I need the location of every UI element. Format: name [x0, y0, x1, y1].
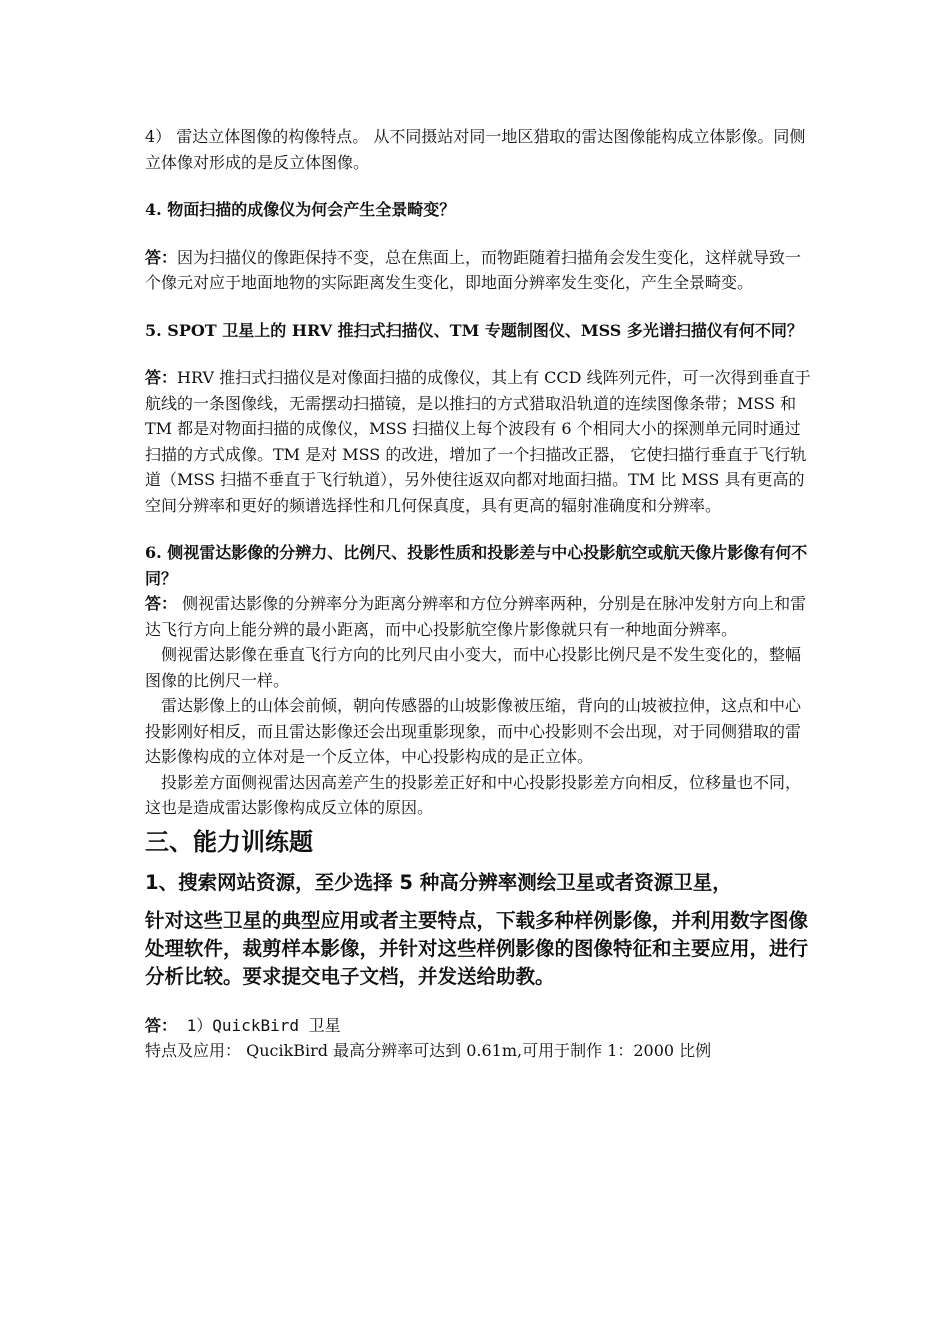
answer-6-text-1: 侧视雷达影像的分辨率分为距离分辨率和方位分辨率两种，分别是在脉冲发射方向上和雷达飞行方向上能分辨的最小距离，而中心投影航空像片影像就只有一种地面分辨率。 — [145, 594, 807, 639]
answer-item-1: 1）QuickBird 卫星 — [177, 1015, 341, 1035]
answer-5-text: HRV 推扫式扫描仪是对像面扫描的成像仪，其上有 CCD 线阵列元件，可一次得到垂直于航线的一条图像线，无需摆动扫描镜，是以推扫的方式猎取沿轨道的连续图像条带；MSS 和 TM 都是对物面扫描的成像仪，MSS 扫描仪上每个波段有 6 个相同大小的探测单元同时通过扫描的方式成像。TM 是对 MSS 的改进，增加了一个扫描改正器， 它使扫描行垂直于飞行轨道（MSS 扫描不垂直于飞行轨道），另外使往返双向都对地面扫描。TM 比 MSS 具有更高的空间分辨率和更好的频谱选择性和几何保真度，具有更高的辐射准确度和分辨率。 — [145, 368, 811, 515]
question-4: 4. 物面扫描的成像仪为何会产生全景畸变？ — [145, 200, 456, 219]
answer-5 — [145, 365, 815, 518]
answer-4-text: 因为扫描仪的像距保持不变，总在焦面上，而物距随着扫描角会发生变化，这样就导致一个像元对应于地面地物的实际距离发生变化，即地面分辨率发生变化，产生全景畸变。 — [145, 247, 802, 292]
spacer — [145, 518, 815, 540]
task-1-line-2: 针对这些卫星的典型应用或者主要特点，下载多种样例影像，并利用数字图像处理软件，裁剪样本影像，并针对这些样例影像的图像特征和主要应用，进行分析比较。要求提交电子文档，并发送给助教。 — [145, 908, 809, 988]
task-1-line-1: 1、搜索网站资源，至少选择 5 种高分辨率测绘卫星或者资源卫星， — [145, 870, 732, 894]
answer-label: 答： — [145, 247, 178, 267]
answer-6-part-3: 雷达影像上的山体会前倾，朝向传感器的山坡影像被压缩，背向的山坡被拉伸，这点和中心投影刚好相反，而且雷达影像还会出现重影现象，而中心投影则不会出现，对于同侧猎取的雷达影像构成的立体对是一个反立体，中心投影构成的是正立体。 — [145, 696, 802, 766]
document-page — [145, 124, 815, 1064]
spacer — [145, 175, 815, 197]
spacer — [145, 991, 815, 1013]
answer-6-part-1 — [145, 591, 815, 642]
quickbird-features: 特点及应用： QucikBird 最高分辨率可达到 0.61m,可用于制作 1：2000 比例 — [145, 1041, 712, 1060]
answer-4 — [145, 245, 815, 296]
answer-label: 答： — [145, 368, 178, 387]
spacer — [145, 296, 815, 318]
spacer — [145, 897, 815, 907]
answer-quickbird — [145, 1013, 815, 1039]
question-5: 5. SPOT 卫星上的 HRV 推扫式扫描仪、TM 专题制图仪、MSS 多光谱扫描仪有何不同？ — [145, 320, 803, 340]
spacer — [145, 223, 815, 245]
spacer — [145, 343, 815, 365]
paragraph-stereo-radar: 4） 雷达立体图像的构像特点。 从不同摄站对同一地区猎取的雷达图像能构成立体影像。同侧立体像对形成的是反立体图像。 — [145, 127, 806, 172]
section-title-3: 三、能力训练题 — [145, 827, 313, 856]
answer-label: 答： — [145, 1015, 178, 1035]
spacer — [145, 859, 815, 869]
question-6: 6. 侧视雷达影像的分辨力、比例尺、投影性质和投影差与中心投影航空或航天像片影像有何不同？ — [145, 543, 808, 588]
answer-6-part-2: 侧视雷达影像在垂直飞行方向的比列尺由小变大，而中心投影比例尺是不发生变化的，整幅图像的比例尺一样。 — [145, 645, 802, 690]
answer-label: 答： — [145, 594, 178, 613]
answer-6-part-4: 投影差方面侧视雷达因高差产生的投影差正好和中心投影投影差方向相反，位移量也不同，这也是造成雷达影像构成反立体的原因。 — [145, 772, 802, 817]
